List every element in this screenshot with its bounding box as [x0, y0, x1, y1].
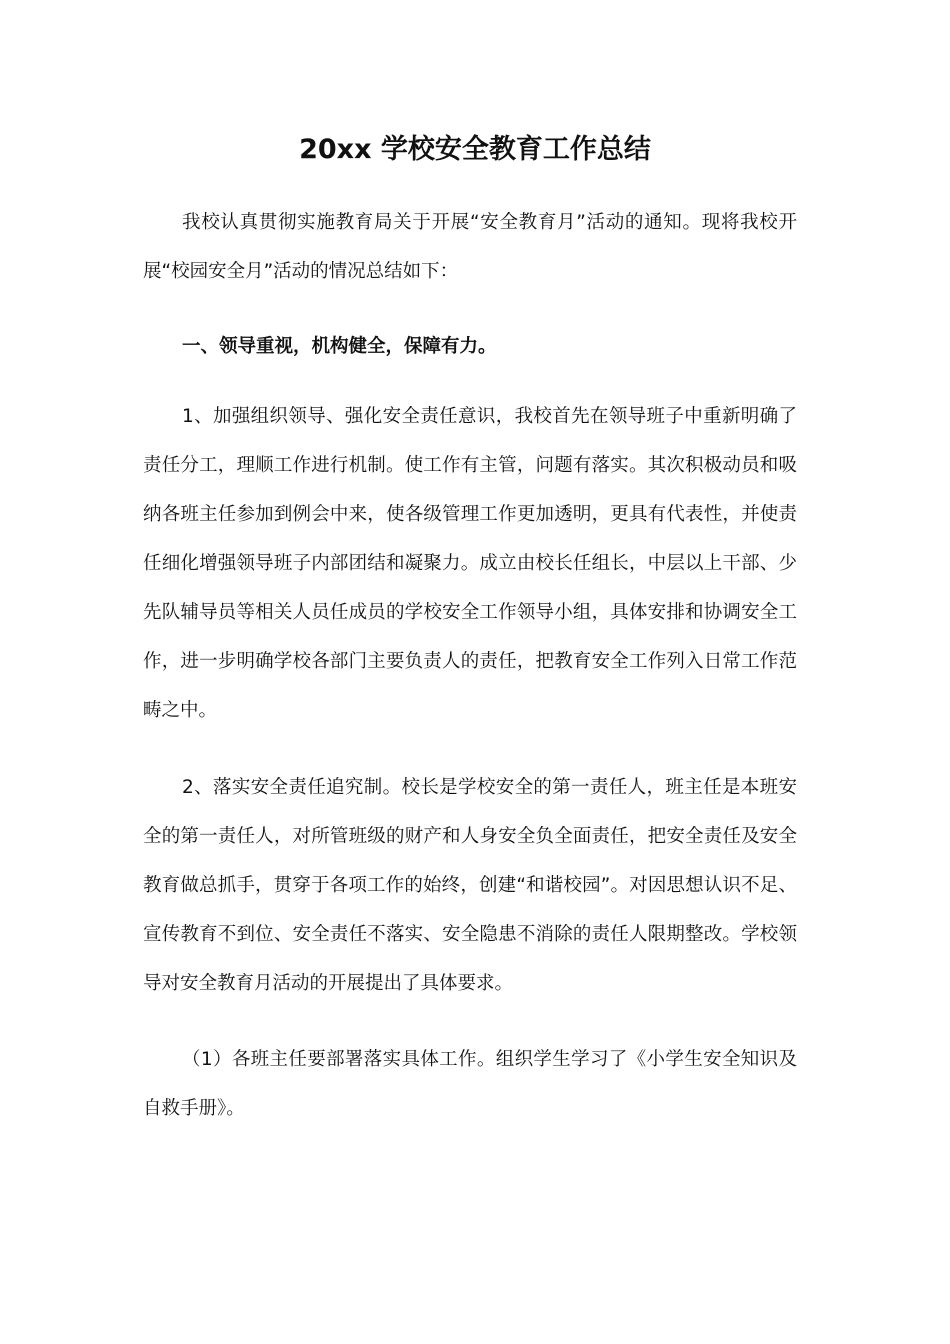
document-title: 20xx 学校安全教育工作总结	[299, 134, 651, 165]
section-heading: 一、领导重视，机构健全，保障有力。	[182, 336, 497, 357]
intro-paragraph: 我校认真贯彻实施教育局关于开展“安全教育月”活动的通知。现将我校开展“校园安全月”活动的情况总结如下：	[143, 212, 797, 282]
item-2-1-paragraph: （1）各班主任要部署落实具体工作。组织学生学习了《小学生安全知识及自救手册》。	[143, 1049, 797, 1119]
item-1-paragraph: 1、加强组织领导、强化安全责任意识，我校首先在领导班子中重新明确了责任分工，理顺工作进行机制。使工作有主管，问题有落实。其次积极动员和吸纳各班主任参加到例会中来，使各级管理工作更加透明，更具有代表性，并使责任细化增强领导班子内部团结和凝聚力。成立由校长任组长，中层以上干部、少先队辅导员等相关人员任成员的学校安全工作领导小组，具体安排和协调安全工作，进一步明确学校各部门主要负责人的责任，把教育安全工作列入日常工作范畴之中。	[143, 406, 797, 721]
item-2-paragraph: 2、落实安全责任追究制。校长是学校安全的第一责任人，班主任是本班安全的第一责任人，对所管班级的财产和人身安全负全面责任，把安全责任及安全教育做总抓手，贯穿于各项工作的始终，创建“和谐校园”。对因思想认识不足、宣传教育不到位、安全责任不落实、安全隐患不消除的责任人限期整改。学校领导对安全教育月活动的开展提出了具体要求。	[143, 777, 797, 994]
